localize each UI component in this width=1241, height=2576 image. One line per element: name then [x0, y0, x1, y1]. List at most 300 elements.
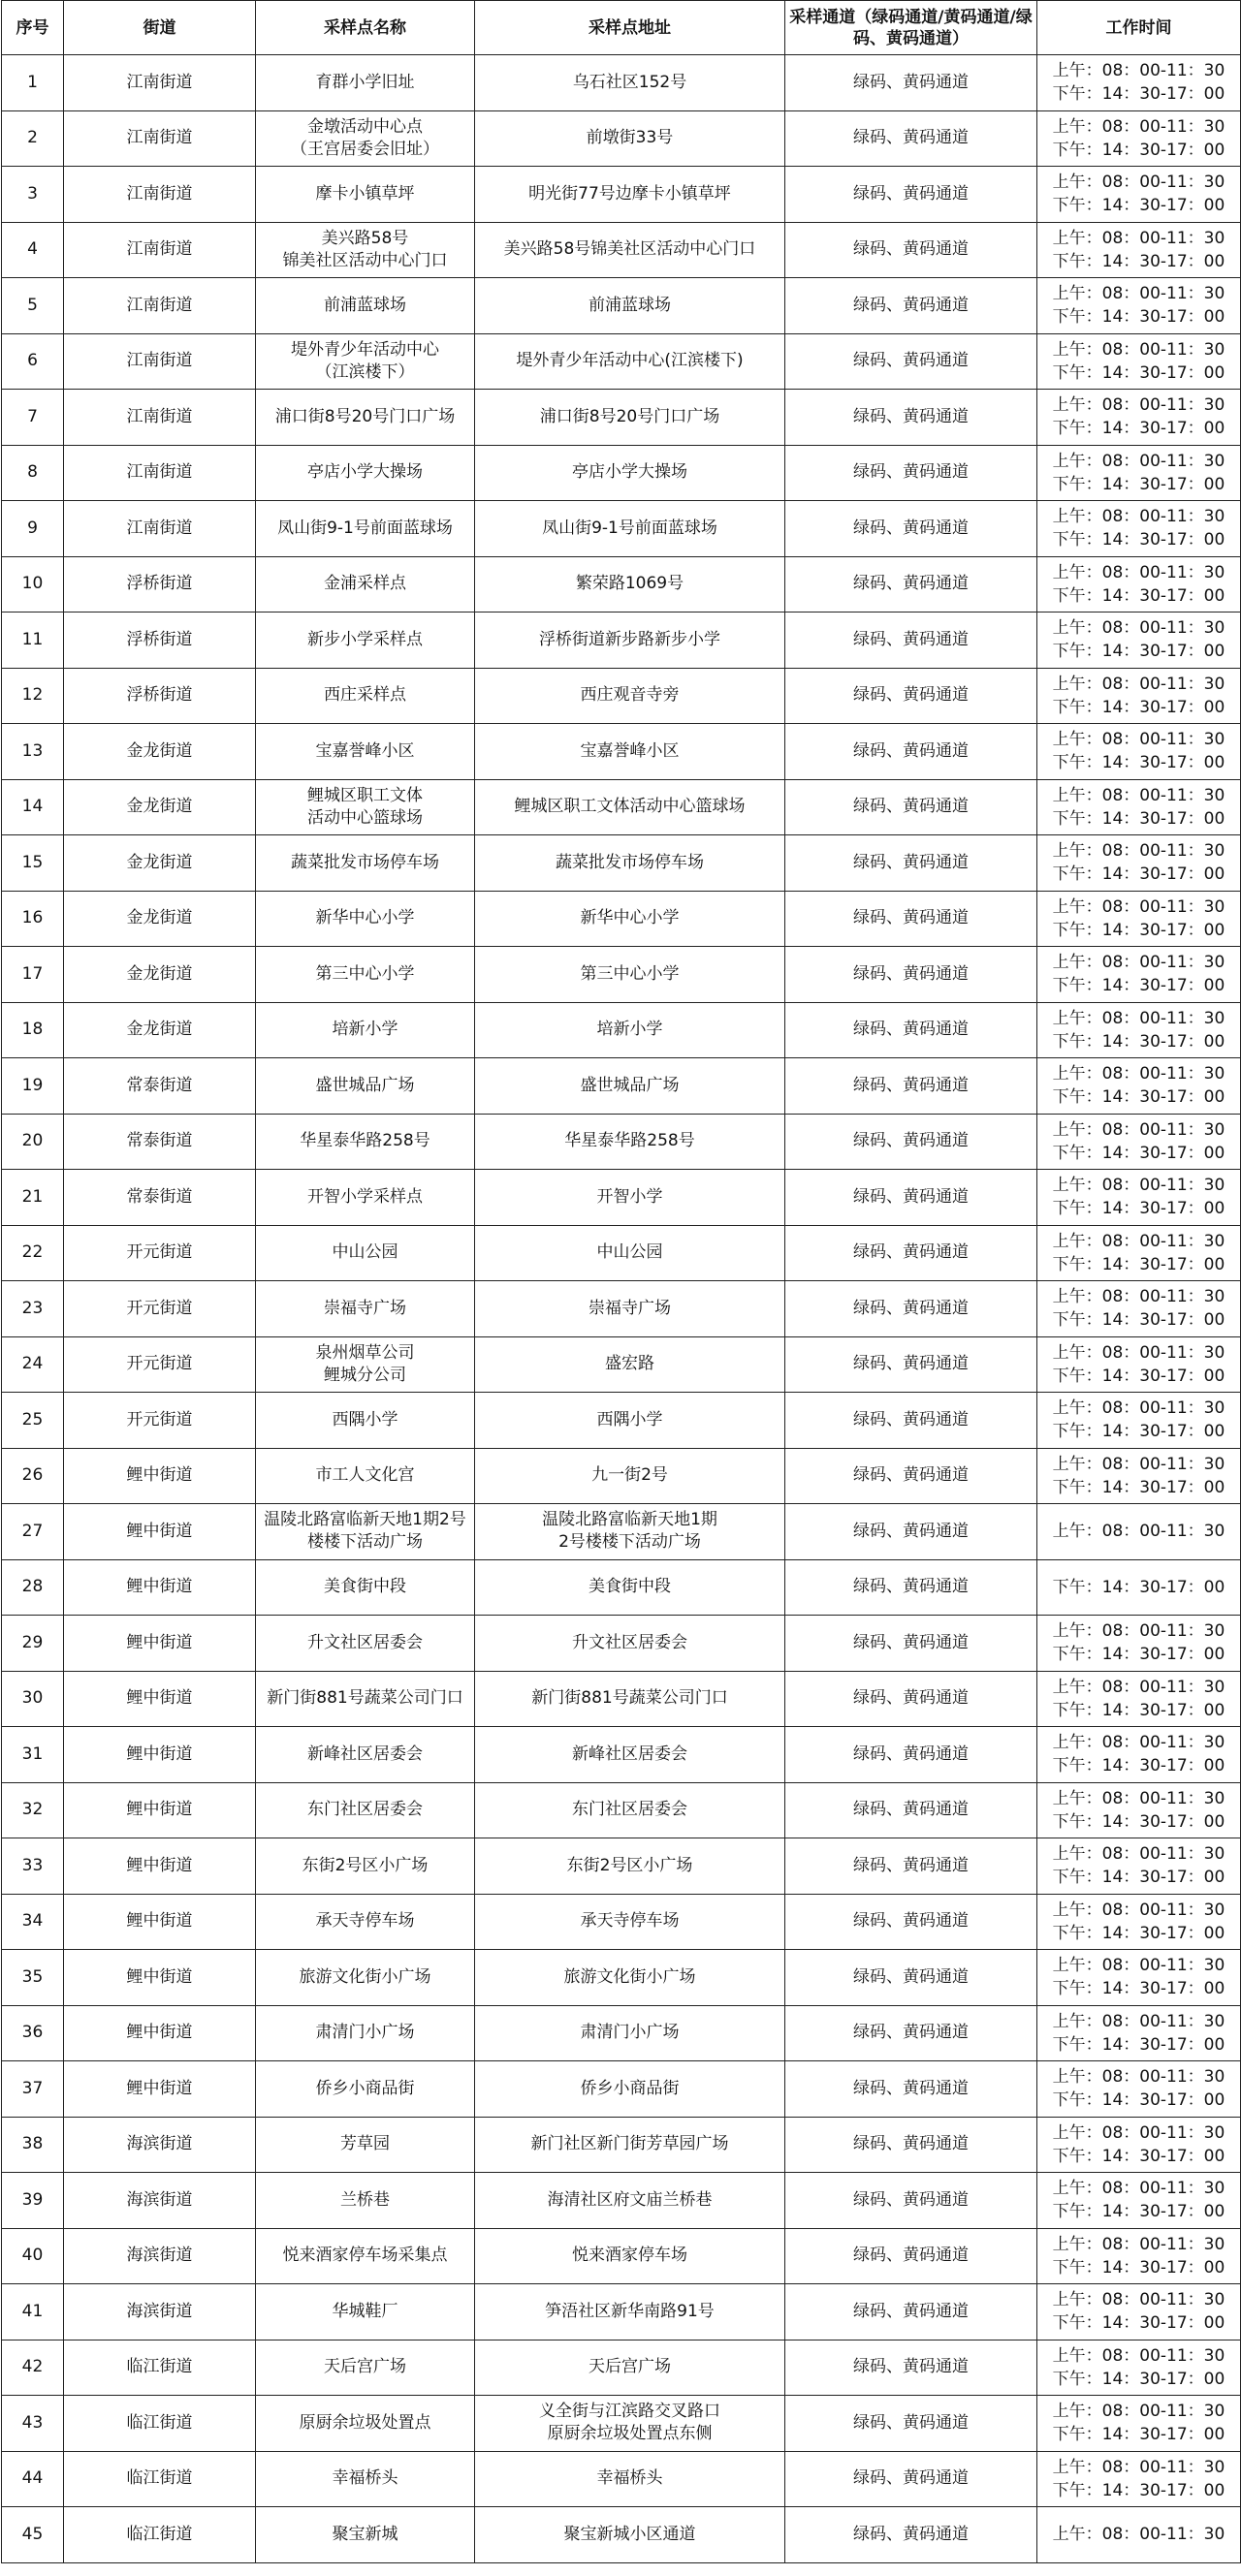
cell-site-name-line: 开智小学采样点	[307, 1186, 423, 1207]
cell-index: 16	[2, 891, 64, 947]
cell-site-name	[256, 1336, 475, 1393]
cell-channel: 绿码、黄码通道	[785, 501, 1037, 557]
cell-hours	[1037, 55, 1241, 111]
cell-site-name-line: 新门街881号蔬菜公司门口	[267, 1688, 463, 1709]
cell-street: 鲤中街道	[64, 1727, 256, 1783]
cell-address-line: 蔬菜批发市场停车场	[556, 852, 704, 872]
cell-hours	[1037, 2340, 1241, 2396]
table-row	[2, 110, 1241, 167]
cell-hours-line: 下午：14：30-17：00	[1052, 196, 1225, 216]
cell-channel: 绿码、黄码通道	[785, 1393, 1037, 1449]
cell-index: 13	[2, 724, 64, 780]
cell-hours-line: 上午：08：00-11：30	[1052, 395, 1225, 416]
cell-channel: 绿码、黄码通道	[785, 2173, 1037, 2229]
cell-address-line: 温陵北路富临新天地1期	[542, 1510, 717, 1530]
cell-street: 常泰街道	[64, 1170, 256, 1226]
table-row	[2, 2451, 1241, 2507]
cell-address	[475, 2507, 785, 2563]
cell-address-line: 堤外青少年活动中心(江滨楼下)	[516, 351, 744, 371]
table-row	[2, 390, 1241, 446]
cell-address-line: 美兴路58号锦美社区活动中心门口	[503, 239, 756, 260]
cell-site-name-line: 第三中心小学	[315, 963, 415, 984]
cell-channel: 绿码、黄码通道	[785, 613, 1037, 669]
cell-hours-line: 上午：08：00-11：30	[1052, 1956, 1225, 1976]
cell-address	[475, 1616, 785, 1672]
cell-index: 34	[2, 1894, 64, 1950]
cell-index: 3	[2, 167, 64, 223]
cell-hours	[1037, 1894, 1241, 1950]
cell-index: 45	[2, 2507, 64, 2563]
cell-address-line: 东街2号区小广场	[566, 1855, 693, 1875]
cell-index: 18	[2, 1002, 64, 1058]
cell-site-name-line: 崇福寺广场	[324, 1298, 406, 1318]
cell-site-name-line: 新华中心小学	[315, 908, 415, 928]
cell-hours-line: 下午：14：30-17：00	[1052, 307, 1225, 328]
cell-channel: 绿码、黄码通道	[785, 947, 1037, 1003]
cell-channel: 绿码、黄码通道	[785, 2340, 1037, 2396]
table-row	[2, 501, 1241, 557]
cell-channel: 绿码、黄码通道	[785, 1894, 1037, 1950]
cell-site-name	[256, 2451, 475, 2507]
cell-index: 44	[2, 2451, 64, 2507]
cell-site-name-line: 肃清门小广场	[315, 2023, 415, 2043]
cell-hours-line: 下午：14：30-17：00	[1052, 2090, 1225, 2111]
cell-address	[475, 1727, 785, 1783]
cell-site-name	[256, 222, 475, 278]
cell-address	[475, 613, 785, 669]
cell-street: 金龙街道	[64, 1002, 256, 1058]
cell-hours-line: 上午：08：00-11：30	[1052, 674, 1225, 694]
cell-hours-line: 上午：08：00-11：30	[1052, 785, 1225, 805]
cell-site-name-line: 聚宝新城	[332, 2524, 398, 2544]
cell-hours	[1037, 445, 1241, 501]
cell-hours-line: 上午：08：00-11：30	[1052, 896, 1225, 917]
cell-address-line: 崇福寺广场	[589, 1298, 671, 1318]
cell-address	[475, 2005, 785, 2061]
cell-address-line: 前墩街33号	[586, 128, 674, 148]
cell-site-name-line: 泉州烟草公司	[315, 1342, 415, 1363]
cell-site-name	[256, 1727, 475, 1783]
cell-address	[475, 1393, 785, 1449]
cell-index: 23	[2, 1281, 64, 1337]
cell-site-name-line: 堤外青少年活动中心	[291, 339, 439, 360]
cell-hours	[1037, 2228, 1241, 2284]
cell-channel: 绿码、黄码通道	[785, 779, 1037, 835]
cell-hours-line: 上午：08：00-11：30	[1052, 1788, 1225, 1808]
table-row	[2, 2340, 1241, 2396]
cell-channel: 绿码、黄码通道	[785, 1950, 1037, 2006]
cell-index: 11	[2, 613, 64, 669]
cell-hours	[1037, 2005, 1241, 2061]
cell-site-name-line: 华城鞋厂	[332, 2301, 398, 2321]
cell-address	[475, 2284, 785, 2340]
table-row	[2, 891, 1241, 947]
cell-hours-line: 上午：08：00-11：30	[1052, 1176, 1225, 1196]
cell-site-name	[256, 2284, 475, 2340]
cell-street: 海滨街道	[64, 2284, 256, 2340]
cell-site-name	[256, 1058, 475, 1115]
cell-site-name-line: 原厨余垃圾处置点	[299, 2412, 431, 2433]
cell-site-name	[256, 55, 475, 111]
cell-site-name	[256, 779, 475, 835]
cell-channel: 绿码、黄码通道	[785, 1225, 1037, 1281]
cell-site-name-line: 东街2号区小广场	[302, 1855, 429, 1875]
cell-hours	[1037, 501, 1241, 557]
cell-street: 鲤中街道	[64, 1838, 256, 1895]
cell-address-line: 美食街中段	[589, 1577, 671, 1597]
cell-hours-line: 下午：14：30-17：00	[1052, 1087, 1225, 1108]
header-hours: 工作时间	[1037, 1, 1241, 55]
cell-address	[475, 167, 785, 223]
cell-index: 2	[2, 110, 64, 167]
cell-site-name	[256, 333, 475, 390]
cell-hours-line: 上午：08：00-11：30	[1052, 2234, 1225, 2254]
cell-address	[475, 779, 785, 835]
cell-index: 26	[2, 1448, 64, 1504]
cell-index: 5	[2, 278, 64, 334]
cell-hours-line: 上午：08：00-11：30	[1052, 173, 1225, 193]
cell-site-name-line: 盛世城品广场	[315, 1075, 415, 1095]
cell-site-name-line: （王宫居委会旧址）	[291, 139, 439, 159]
cell-index: 19	[2, 1058, 64, 1115]
cell-street: 鲤中街道	[64, 1559, 256, 1616]
cell-hours-line: 下午：14：30-17：00	[1052, 2146, 1225, 2166]
cell-site-name	[256, 2507, 475, 2563]
cell-site-name	[256, 2005, 475, 2061]
cell-site-name-line: 楼楼下活动广场	[307, 1532, 423, 1553]
cell-address	[475, 110, 785, 167]
cell-site-name	[256, 2396, 475, 2452]
cell-address	[475, 1950, 785, 2006]
cell-index: 24	[2, 1336, 64, 1393]
cell-site-name-line: 兰桥巷	[340, 2189, 390, 2210]
cell-hours	[1037, 222, 1241, 278]
cell-index: 17	[2, 947, 64, 1003]
header-street: 街道	[64, 1, 256, 55]
cell-site-name-line: 宝嘉誉峰小区	[315, 740, 415, 761]
cell-address	[475, 1782, 785, 1838]
table-row	[2, 2005, 1241, 2061]
cell-address	[475, 1504, 785, 1560]
cell-index: 43	[2, 2396, 64, 2452]
cell-address	[475, 501, 785, 557]
cell-hours	[1037, 779, 1241, 835]
cell-hours	[1037, 947, 1241, 1003]
cell-address	[475, 2061, 785, 2118]
table-row	[2, 724, 1241, 780]
cell-street: 鲤中街道	[64, 1448, 256, 1504]
cell-site-name	[256, 2117, 475, 2173]
table-row	[2, 835, 1241, 892]
cell-channel: 绿码、黄码通道	[785, 2228, 1037, 2284]
table-row	[2, 445, 1241, 501]
cell-site-name	[256, 613, 475, 669]
cell-hours-line: 上午：08：00-11：30	[1052, 61, 1225, 81]
cell-channel: 绿码、黄码通道	[785, 1782, 1037, 1838]
cell-hours-line: 下午：14：30-17：00	[1052, 1031, 1225, 1052]
cell-address-line: 幸福桥头	[596, 2468, 663, 2489]
cell-street: 江南街道	[64, 333, 256, 390]
cell-index: 4	[2, 222, 64, 278]
cell-index: 37	[2, 2061, 64, 2118]
cell-hours-line: 上午：08：00-11：30	[1052, 730, 1225, 750]
cell-address-line: 盛宏路	[605, 1354, 654, 1374]
cell-street: 开元街道	[64, 1225, 256, 1281]
table-row	[2, 1894, 1241, 1950]
cell-street: 鲤中街道	[64, 2061, 256, 2118]
cell-site-name-line: 东门社区居委会	[307, 1800, 423, 1820]
cell-index: 10	[2, 556, 64, 613]
cell-site-name	[256, 1170, 475, 1226]
cell-hours-line: 上午：08：00-11：30	[1052, 1900, 1225, 1920]
cell-hours-line: 下午：14：30-17：00	[1052, 808, 1225, 829]
cell-site-name	[256, 724, 475, 780]
cell-index: 30	[2, 1671, 64, 1727]
cell-site-name-line: 市工人文化宫	[315, 1465, 415, 1486]
cell-street: 海滨街道	[64, 2173, 256, 2229]
cell-channel: 绿码、黄码通道	[785, 835, 1037, 892]
table-row	[2, 1170, 1241, 1226]
cell-address	[475, 2117, 785, 2173]
cell-address	[475, 2340, 785, 2396]
cell-hours	[1037, 1114, 1241, 1170]
cell-address-line: 培新小学	[596, 1020, 663, 1040]
header-site-name: 采样点名称	[256, 1, 475, 55]
cell-site-name-line: 凤山街9-1号前面蓝球场	[277, 518, 453, 538]
cell-site-name-line: 鲤城区职工文体	[307, 785, 423, 805]
cell-address-line: 西隅小学	[596, 1409, 663, 1429]
cell-address	[475, 278, 785, 334]
cell-site-name-line: 承天寺停车场	[315, 1911, 415, 1932]
table-row	[2, 947, 1241, 1003]
cell-hours	[1037, 390, 1241, 446]
cell-site-name	[256, 1281, 475, 1337]
cell-site-name-line: 锦美社区活动中心门口	[282, 250, 448, 270]
cell-hours	[1037, 1448, 1241, 1504]
cell-site-name-line: 鲤城分公司	[324, 1365, 406, 1385]
cell-address-line: 海清社区府文庙兰桥巷	[547, 2189, 713, 2210]
cell-hours	[1037, 333, 1241, 390]
table-row	[2, 1616, 1241, 1672]
cell-hours-line: 上午：08：00-11：30	[1052, 1454, 1225, 1474]
cell-street: 鲤中街道	[64, 2005, 256, 2061]
cell-channel: 绿码、黄码通道	[785, 390, 1037, 446]
cell-index: 6	[2, 333, 64, 390]
cell-hours-line: 上午：08：00-11：30	[1052, 339, 1225, 360]
cell-address-line: 悦来酒家停车场	[572, 2246, 687, 2266]
cell-hours	[1037, 1559, 1241, 1616]
cell-address-line: 原厨余垃圾处置点东侧	[547, 2424, 713, 2444]
cell-hours-line: 下午：14：30-17：00	[1052, 1868, 1225, 1888]
cell-site-name-line: 旅游文化街小广场	[299, 1966, 431, 1987]
cell-site-name-line: 新步小学采样点	[307, 629, 423, 649]
cell-address-line: 笋浯社区新华南路91号	[545, 2301, 715, 2321]
cell-address-line: 天后宫广场	[589, 2357, 671, 2377]
cell-hours	[1037, 613, 1241, 669]
cell-hours	[1037, 278, 1241, 334]
table-body	[2, 55, 1241, 2563]
cell-channel: 绿码、黄码通道	[785, 222, 1037, 278]
cell-index: 27	[2, 1504, 64, 1560]
cell-hours-line: 下午：14：30-17：00	[1052, 1645, 1225, 1665]
cell-address	[475, 2228, 785, 2284]
cell-index: 21	[2, 1170, 64, 1226]
cell-channel: 绿码、黄码通道	[785, 724, 1037, 780]
table-row	[2, 2117, 1241, 2173]
cell-hours-line: 上午：08：00-11：30	[1052, 1231, 1225, 1251]
cell-street: 浮桥街道	[64, 613, 256, 669]
cell-hours-line: 下午：14：30-17：00	[1052, 140, 1225, 160]
cell-street: 鲤中街道	[64, 1504, 256, 1560]
cell-site-name	[256, 1616, 475, 1672]
cell-hours-line: 上午：08：00-11：30	[1052, 1844, 1225, 1865]
cell-channel: 绿码、黄码通道	[785, 668, 1037, 724]
table-row	[2, 1727, 1241, 1783]
cell-channel: 绿码、黄码通道	[785, 167, 1037, 223]
cell-index: 39	[2, 2173, 64, 2229]
cell-address	[475, 2173, 785, 2229]
cell-site-name-line: 悦来酒家停车场采集点	[282, 2246, 448, 2266]
cell-site-name	[256, 835, 475, 892]
cell-street: 鲤中街道	[64, 1950, 256, 2006]
cell-street: 开元街道	[64, 1393, 256, 1449]
cell-street: 常泰街道	[64, 1114, 256, 1170]
cell-channel: 绿码、黄码通道	[785, 55, 1037, 111]
cell-hours	[1037, 2173, 1241, 2229]
cell-site-name	[256, 445, 475, 501]
cell-street: 常泰街道	[64, 1058, 256, 1115]
cell-channel: 绿码、黄码通道	[785, 1616, 1037, 1672]
cell-index: 29	[2, 1616, 64, 1672]
cell-site-name	[256, 1114, 475, 1170]
cell-hours	[1037, 2061, 1241, 2118]
cell-street: 金龙街道	[64, 779, 256, 835]
cell-index: 41	[2, 2284, 64, 2340]
cell-street: 江南街道	[64, 222, 256, 278]
cell-hours-line: 上午：08：00-11：30	[1052, 2345, 1225, 2366]
cell-site-name-line: 活动中心篮球场	[307, 807, 423, 828]
cell-index: 15	[2, 835, 64, 892]
cell-hours	[1037, 1281, 1241, 1337]
cell-address-line: 新门社区新门街芳草园广场	[530, 2134, 729, 2154]
cell-hours-line: 上午：08：00-11：30	[1052, 2011, 1225, 2031]
cell-address-line: 东门社区居委会	[572, 1800, 687, 1820]
cell-site-name-line: 西庄采样点	[324, 685, 406, 706]
cell-site-name	[256, 501, 475, 557]
cell-hours-line: 下午：14：30-17：00	[1052, 2425, 1225, 2445]
cell-channel: 绿码、黄码通道	[785, 278, 1037, 334]
cell-address-line: 西庄观音寺旁	[580, 685, 680, 706]
table-row	[2, 1114, 1241, 1170]
cell-street: 鲤中街道	[64, 1782, 256, 1838]
cell-site-name	[256, 110, 475, 167]
cell-address-line: 升文社区居委会	[572, 1632, 687, 1652]
cell-hours	[1037, 1671, 1241, 1727]
cell-index: 36	[2, 2005, 64, 2061]
cell-address	[475, 445, 785, 501]
table-row	[2, 278, 1241, 334]
cell-address-line: 浦口街8号20号门口广场	[539, 406, 720, 426]
cell-address-line: 承天寺停车场	[580, 1911, 680, 1932]
cell-hours-line: 下午：14：30-17：00	[1052, 1199, 1225, 1219]
cell-site-name-line: 天后宫广场	[324, 2357, 406, 2377]
cell-hours-line: 上午：08：00-11：30	[1052, 2067, 1225, 2088]
cell-site-name	[256, 2340, 475, 2396]
cell-site-name-line: 温陵北路富临新天地1期2号	[264, 1510, 466, 1530]
cell-address	[475, 1559, 785, 1616]
cell-hours-line: 上午：08：00-11：30	[1052, 953, 1225, 973]
sampling-sites-table	[1, 0, 1241, 2563]
cell-address	[475, 1671, 785, 1727]
cell-address-line: 新峰社区居委会	[572, 1744, 687, 1764]
cell-hours-line: 下午：14：30-17：00	[1052, 251, 1225, 271]
cell-hours-line: 上午：08：00-11：30	[1052, 2122, 1225, 2143]
cell-hours-line: 下午：14：30-17：00	[1052, 419, 1225, 439]
cell-hours-line: 下午：14：30-17：00	[1052, 1366, 1225, 1386]
cell-channel: 绿码、黄码通道	[785, 333, 1037, 390]
cell-index: 25	[2, 1393, 64, 1449]
table-row	[2, 556, 1241, 613]
cell-site-name	[256, 1393, 475, 1449]
header-channel: 采样通道（绿码通道/黄码通道/绿码、黄码通道）	[785, 1, 1037, 55]
cell-address	[475, 668, 785, 724]
cell-hours	[1037, 668, 1241, 724]
cell-hours	[1037, 1838, 1241, 1895]
cell-channel: 绿码、黄码通道	[785, 2061, 1037, 2118]
cell-channel: 绿码、黄码通道	[785, 556, 1037, 613]
cell-hours-line: 上午：08：00-11：30	[1052, 1733, 1225, 1753]
cell-hours-line: 下午：14：30-17：00	[1052, 1811, 1225, 1832]
cell-index: 8	[2, 445, 64, 501]
cell-address	[475, 835, 785, 892]
cell-address-line: 侨乡小商品街	[580, 2078, 680, 2098]
cell-channel: 绿码、黄码通道	[785, 1559, 1037, 1616]
cell-site-name	[256, 2061, 475, 2118]
cell-site-name-line: 中山公园	[332, 1242, 398, 1263]
cell-hours-line: 下午：14：30-17：00	[1052, 362, 1225, 383]
cell-address-line: 凤山街9-1号前面蓝球场	[542, 518, 717, 538]
cell-hours-line: 下午：14：30-17：00	[1052, 976, 1225, 996]
cell-hours	[1037, 891, 1241, 947]
cell-hours-line: 上午：08：00-11：30	[1052, 2525, 1225, 2545]
cell-street: 江南街道	[64, 167, 256, 223]
cell-hours-line: 上午：08：00-11：30	[1052, 2179, 1225, 2199]
cell-site-name-line: 培新小学	[332, 1020, 398, 1040]
cell-site-name	[256, 278, 475, 334]
table-row	[2, 1058, 1241, 1115]
cell-address	[475, 556, 785, 613]
cell-site-name-line: 金浦采样点	[324, 574, 406, 594]
cell-channel: 绿码、黄码通道	[785, 2284, 1037, 2340]
cell-channel: 绿码、黄码通道	[785, 2005, 1037, 2061]
table-header-row	[2, 1, 1241, 55]
cell-hours	[1037, 2117, 1241, 2173]
cell-hours-line: 上午：08：00-11：30	[1052, 1008, 1225, 1028]
cell-address-line: 鲤城区职工文体活动中心篮球场	[514, 797, 746, 817]
cell-street: 开元街道	[64, 1281, 256, 1337]
cell-address	[475, 1058, 785, 1115]
cell-address-line: 浮桥街道新步路新步小学	[539, 629, 720, 649]
cell-address-line: 2号楼楼下活动广场	[558, 1532, 701, 1553]
cell-hours-line: 下午：14：30-17：00	[1052, 2257, 1225, 2278]
cell-index: 38	[2, 2117, 64, 2173]
cell-hours	[1037, 1504, 1241, 1560]
table-row	[2, 1336, 1241, 1393]
cell-hours-line: 上午：08：00-11：30	[1052, 116, 1225, 137]
cell-hours-line: 下午：14：30-17：00	[1052, 697, 1225, 717]
cell-site-name	[256, 390, 475, 446]
cell-hours-line: 上午：08：00-11：30	[1052, 2402, 1225, 2422]
